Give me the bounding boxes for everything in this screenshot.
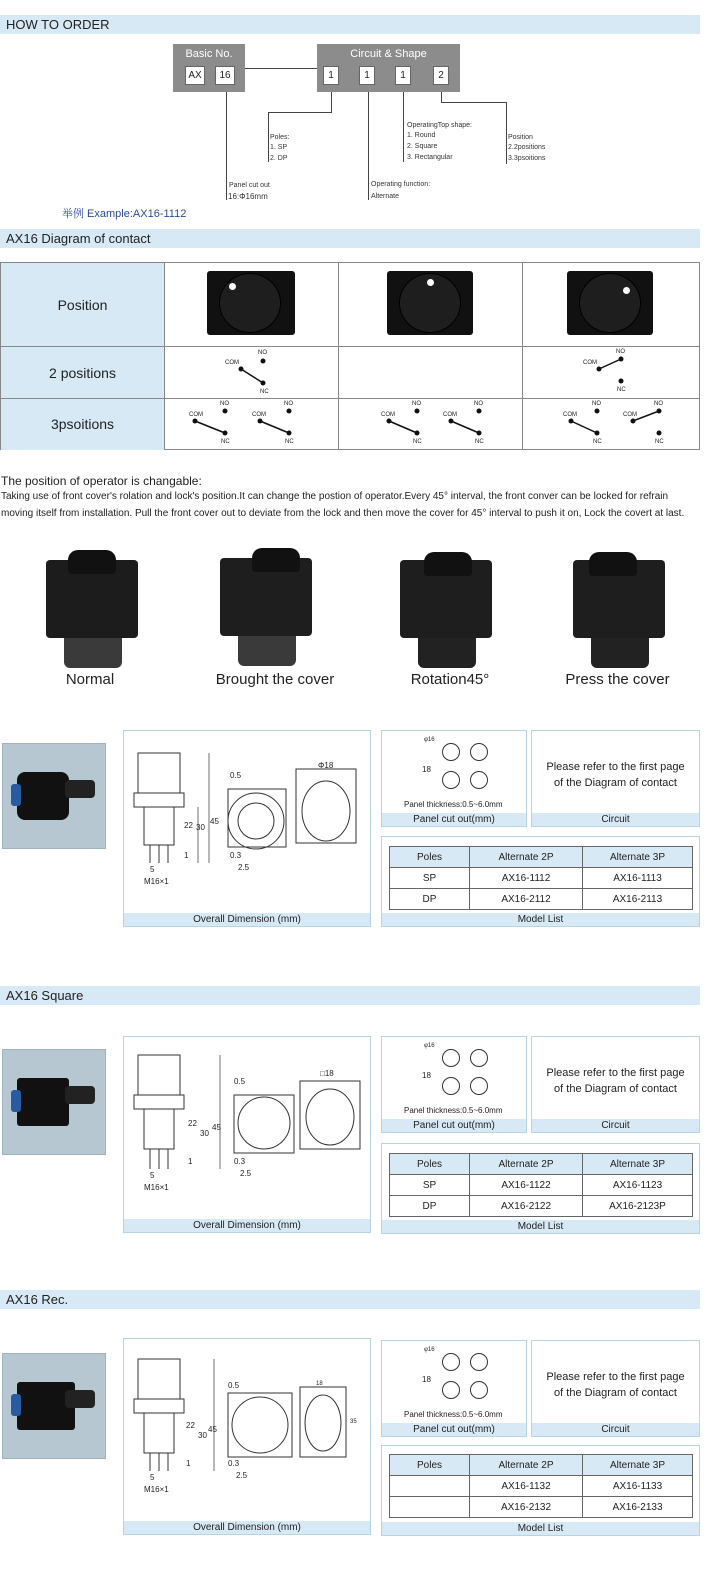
position-title: Position xyxy=(508,134,533,141)
pos-cell-3 xyxy=(523,263,699,347)
model-list-label: Model List xyxy=(382,1220,699,1233)
row-label-2pos: 2 positions xyxy=(1,347,165,399)
square-title: AX16 Square xyxy=(0,986,700,1005)
panel-cut-title: Panel cut out xyxy=(229,182,270,189)
circuit-label: Circuit xyxy=(532,813,699,826)
operator-body-1: Taking use of front cover's rolation and lock's position.It can change the postion of operator.Every 45° interval, the front conver can be locked for refrain xyxy=(1,491,669,502)
switch-diagram xyxy=(523,399,699,450)
leader-poles-v xyxy=(331,92,332,112)
circuit-label: Circuit xyxy=(532,1423,699,1436)
switch-diagram xyxy=(523,347,699,399)
three-pos-cell-1: COM NO NC COM NO NC xyxy=(165,399,339,450)
leader-panel xyxy=(226,92,227,200)
table-row: DP AX16-2122 AX16-2123P xyxy=(390,1196,693,1217)
switch-diagram xyxy=(165,347,339,399)
circuit-box xyxy=(317,44,460,92)
overall-dimension-label: Overall Dimension (mm) xyxy=(124,1219,370,1232)
table-row: SP AX16-1122 AX16-1123 xyxy=(390,1175,693,1196)
knob-image xyxy=(207,271,295,335)
square-dimension-panel: 0.5 □18 22 30 45 1 0.3 2.5 5 M16×1 Overall Dimension (mm) xyxy=(123,1036,371,1233)
how-to-order-title: HOW TO ORDER xyxy=(0,15,700,34)
square-circuit: Please refer to the first page of the Diagram of contact Circuit xyxy=(531,1036,700,1133)
row-label-position: Position xyxy=(1,263,165,347)
panel-cut-label: Panel cut out(mm) xyxy=(382,1423,526,1436)
caption-brought: Brought the cover xyxy=(215,671,335,688)
table-row: DP AX16-2112 AX16-2113 xyxy=(390,889,693,910)
leader-pos-v2 xyxy=(506,102,507,164)
caption-rotation: Rotation45° xyxy=(410,671,490,688)
two-pos-cell-2 xyxy=(339,347,523,399)
circuit-part-2: 1 xyxy=(359,66,375,85)
basic-no-16: 16 xyxy=(215,66,235,85)
top-shape-3: 3. Rectangular xyxy=(407,154,453,161)
circuit-label: Circuit & Shape xyxy=(350,48,427,60)
three-pos-cell-3: COM NO NC COM NO NC xyxy=(523,399,699,450)
round-circuit: Please refer to the first page of the Diagram of contact Circuit xyxy=(531,730,700,827)
pos-cell-1 xyxy=(165,263,339,347)
top-shape-2: 2. Square xyxy=(407,143,438,150)
poles-title: Poles: xyxy=(270,134,290,141)
rect-dimension-panel: 0.5 18 35 22 30 45 1 0.3 2.5 5 M16×1 Overall Dimension (mm) xyxy=(123,1338,371,1535)
leader-function xyxy=(368,92,369,200)
knob-image xyxy=(567,271,653,335)
model-table: Poles Alternate 2P Alternate 3P AX16-1132 AX16-1133 AX16-2132 AX16-2133 xyxy=(389,1454,693,1518)
rect-model-list xyxy=(381,1445,700,1536)
circuit-label: Circuit xyxy=(532,1119,699,1132)
top-shape-title: OperatingTop shape: xyxy=(407,122,472,129)
order-example: 举例 Example:AX16-1112 xyxy=(62,208,187,220)
panel-cut-value: 16:Φ16mm xyxy=(228,192,268,201)
connector-line xyxy=(245,68,317,69)
table-row: AX16-2132 AX16-2133 xyxy=(390,1497,693,1518)
top-shape-1: 1. Round xyxy=(407,132,436,139)
position-item-1: 2.2positions xyxy=(508,144,546,151)
round-panel-cut: φ16 18 Panel thickness:0.5~6.0mm Panel cut out(mm) xyxy=(381,730,527,827)
leader-top xyxy=(403,92,404,162)
function-title: Operating function: xyxy=(371,181,431,188)
round-dimension-panel: 0.5 Φ18 22 30 45 1 0.3 2.5 5 M16×1 Overall Dimension (mm) xyxy=(123,730,371,927)
operator-body-2: moving itself from installation. Pull the front cover out to deviate from the lock and then move the cover for 45° interval to push it on, Lock the covert at last. xyxy=(1,508,685,519)
basic-no-label: Basic No. xyxy=(185,48,233,60)
circuit-part-3: 1 xyxy=(395,66,411,85)
table-row: SP AX16-1112 AX16-1113 xyxy=(390,868,693,889)
basic-no-box xyxy=(173,44,245,92)
square-product-photo xyxy=(2,1049,106,1155)
product-rotation-image xyxy=(392,546,502,676)
contact-title: AX16 Diagram of contact xyxy=(0,229,700,248)
model-table: Poles Alternate 2P Alternate 3P SP AX16-1112 AX16-1113 DP AX16-2112 AX16-2113 xyxy=(389,846,693,910)
rect-title: AX16 Rec. xyxy=(0,1290,700,1309)
position-item-2: 3.3psoitions xyxy=(508,155,546,162)
basic-no-ax: AX xyxy=(185,66,205,85)
leader-pos-v xyxy=(441,92,442,102)
round-product-photo xyxy=(2,743,106,849)
square-model-list xyxy=(381,1143,700,1234)
panel-cut-label: Panel cut out(mm) xyxy=(382,1119,526,1132)
pos-cell-2 xyxy=(339,263,523,347)
caption-normal: Normal xyxy=(65,671,115,688)
overall-dimension-label: Overall Dimension (mm) xyxy=(124,913,370,926)
row-label-3pos: 3psoitions xyxy=(1,399,165,450)
leader-pos-h xyxy=(441,102,507,103)
two-pos-cell-3: COM NO NC xyxy=(523,347,699,399)
square-panel-cut: φ16 18 Panel thickness:0.5~6.0mm Panel cut out(mm) xyxy=(381,1036,527,1133)
round-model-list xyxy=(381,836,700,927)
two-pos-cell-1: COM NO NC xyxy=(165,347,339,399)
poles-item-1: 1. SP xyxy=(270,144,288,151)
operator-title: The position of operator is changable: xyxy=(1,474,202,488)
poles-item-2: 2. DP xyxy=(270,155,288,162)
model-table: Poles Alternate 2P Alternate 3P SP AX16-1122 AX16-1123 DP AX16-2122 AX16-2123P xyxy=(389,1153,693,1217)
switch-diagram xyxy=(339,399,523,450)
circuit-part-4: 2 xyxy=(433,66,449,85)
product-press-cover-image xyxy=(565,546,675,676)
model-list-label: Model List xyxy=(382,1522,699,1535)
switch-diagram xyxy=(165,399,339,450)
table-row: AX16-1132 AX16-1133 xyxy=(390,1476,693,1497)
contact-table xyxy=(0,262,700,450)
caption-press: Press the cover xyxy=(565,671,670,688)
model-list-label: Model List xyxy=(382,913,699,926)
rect-circuit: Please refer to the first page of the Diagram of contact Circuit xyxy=(531,1340,700,1437)
leader-poles-h xyxy=(268,112,332,113)
panel-cut-label: Panel cut out(mm) xyxy=(382,813,526,826)
knob-image xyxy=(387,271,473,335)
product-brought-cover-image xyxy=(212,548,322,678)
overall-dimension-label: Overall Dimension (mm) xyxy=(124,1521,370,1534)
rect-panel-cut: φ16 18 Panel thickness:0.5~6.0mm Panel cut out(mm) xyxy=(381,1340,527,1437)
rect-product-photo xyxy=(2,1353,106,1459)
leader-poles-v2 xyxy=(268,112,269,162)
product-normal-image xyxy=(38,550,148,680)
function-value: Alternate xyxy=(371,193,400,200)
circuit-part-1: 1 xyxy=(323,66,339,85)
three-pos-cell-2: COM NO NC COM NO NC xyxy=(339,399,523,450)
